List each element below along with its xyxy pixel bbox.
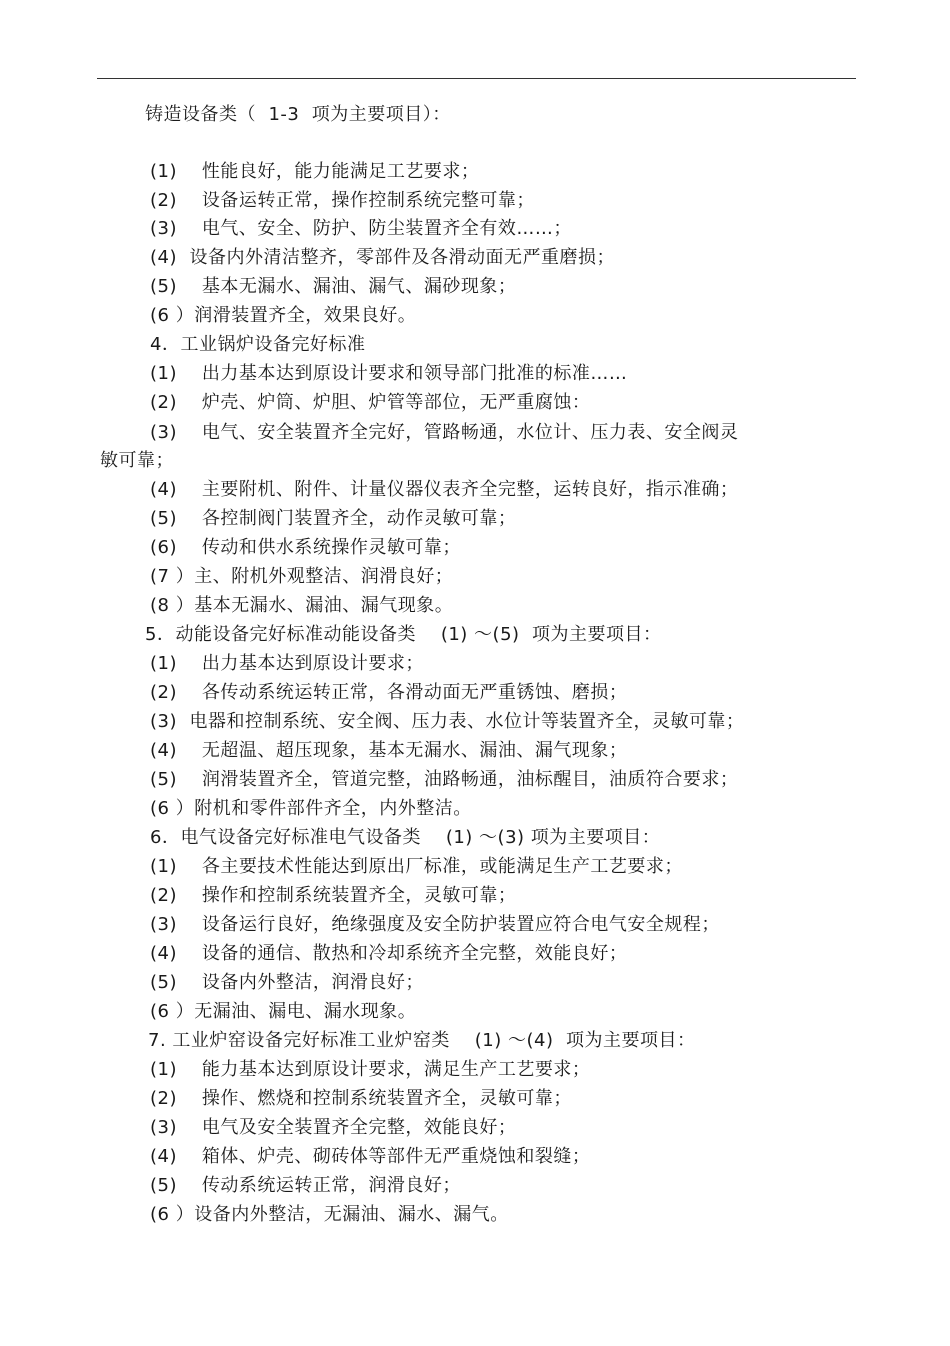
list-item: (6 ）润滑装置齐全，效果良好。 — [150, 305, 417, 326]
list-item: (2) 设备运转正常，操作控制系统完整可靠； — [150, 190, 535, 211]
list-item: (7 ）主、附机外观整洁、润滑良好； — [150, 566, 454, 587]
list-item: (3) 电气、安全、防护、防尘装置齐全有效……； — [150, 218, 572, 239]
list-item: (1) 各主要技术性能达到原出厂标准，或能满足生产工艺要求； — [150, 856, 683, 877]
list-item-continuation: 敏可靠； — [100, 450, 174, 471]
list-item: (5) 设备内外整洁，润滑良好； — [150, 972, 424, 993]
list-item: (5) 各控制阀门装置齐全，动作灵敏可靠； — [150, 508, 517, 529]
list-item: (4) 无超温、超压现象，基本无漏水、漏油、漏气现象； — [150, 740, 628, 761]
list-item: (6) 传动和供水系统操作灵敏可靠； — [150, 537, 461, 558]
list-item: (8 ）基本无漏水、漏油、漏气现象。 — [150, 595, 454, 616]
list-item: (1) 出力基本达到原设计要求； — [150, 653, 424, 674]
list-item: (2) 炉壳、炉筒、炉胆、炉管等部位，无严重腐蚀： — [150, 392, 591, 413]
list-item: (4) 设备内外清洁整齐，零部件及各滑动面无严重磨损； — [150, 247, 615, 268]
section-heading: 7. 工业炉窑设备完好标准工业炉窑类 (1) ～(4) 项为主要项目： — [148, 1030, 696, 1051]
list-item: (1) 性能良好，能力能满足工艺要求； — [150, 161, 480, 182]
list-item: (3) 电气及安全装置齐全完整，效能良好； — [150, 1117, 517, 1138]
list-item: (3) 设备运行良好，绝缘强度及安全防护装置应符合电气安全规程； — [150, 914, 720, 935]
list-item: (4) 设备的通信、散热和冷却系统齐全完整，效能良好； — [150, 943, 628, 964]
section-heading: 6．电气设备完好标准电气设备类 (1) ～(3) 项为主要项目： — [150, 827, 661, 848]
intro-line: 铸造设备类（ 1-3 项为主要项目）： — [145, 104, 451, 125]
list-item: (4) 箱体、炉壳、砌砖体等部件无严重烧蚀和裂缝； — [150, 1146, 591, 1167]
list-item: (5) 润滑装置齐全，管道完整，油路畅通，油标醒目，油质符合要求； — [150, 769, 739, 790]
list-item: (2) 各传动系统运转正常，各滑动面无严重锈蚀、磨损； — [150, 682, 628, 703]
list-item: (1) 能力基本达到原设计要求，满足生产工艺要求； — [150, 1059, 591, 1080]
list-item: (6 ）设备内外整洁，无漏油、漏水、漏气。 — [150, 1204, 509, 1225]
list-item: (3) 电气、安全装置齐全完好，管路畅通，水位计、压力表、安全阀灵 — [150, 422, 739, 443]
list-item: (4) 主要附机、附件、计量仪器仪表齐全完整，运转良好，指示准确； — [150, 479, 739, 500]
list-item: (5) 基本无漏水、漏油、漏气、漏砂现象； — [150, 276, 517, 297]
list-item: (2) 操作、燃烧和控制系统装置齐全，灵敏可靠； — [150, 1088, 572, 1109]
section-heading: 4．工业锅炉设备完好标准 — [150, 334, 366, 355]
list-item: (5) 传动系统运转正常，润滑良好； — [150, 1175, 461, 1196]
list-item: (2) 操作和控制系统装置齐全，灵敏可靠； — [150, 885, 517, 906]
list-item: (1) 出力基本达到原设计要求和领导部门批准的标准…… — [150, 363, 628, 384]
list-item: (6 ）无漏油、漏电、漏水现象。 — [150, 1001, 417, 1022]
section-heading: 5．动能设备完好标准动能设备类 (1) ～(5) 项为主要项目： — [145, 624, 662, 645]
list-item: (6 ）附机和零件部件齐全，内外整洁。 — [150, 798, 472, 819]
list-item: (3) 电器和控制系统、安全阀、压力表、水位计等装置齐全，灵敏可靠； — [150, 711, 745, 732]
header-rule — [97, 78, 856, 79]
